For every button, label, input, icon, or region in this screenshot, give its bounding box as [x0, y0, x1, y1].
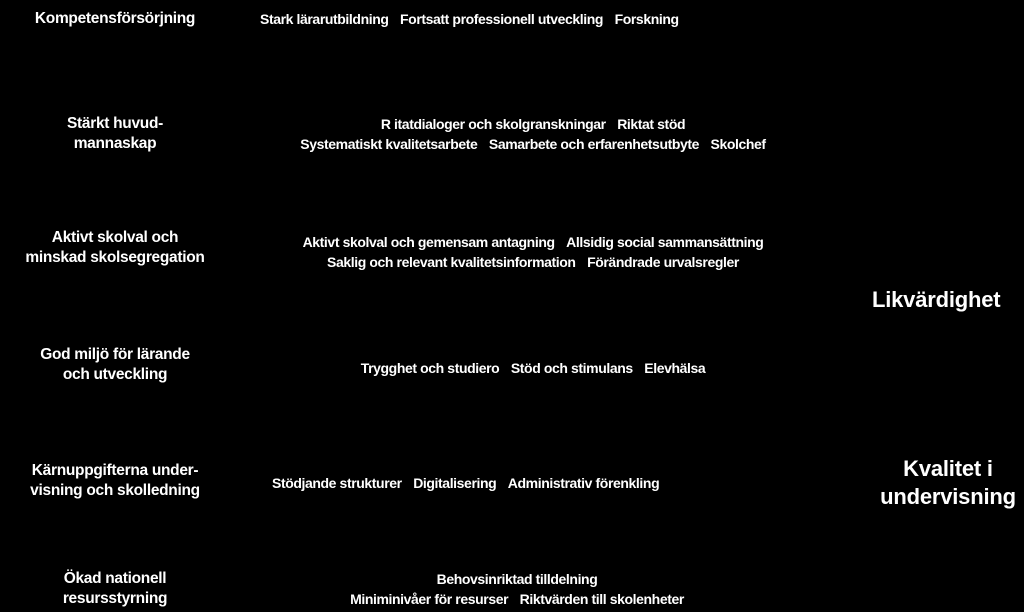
item-riktvarden-skolenheter: Riktvärden till skolenheter — [519, 591, 684, 607]
item-row — [256, 9, 866, 29]
area-items-karnuppgifterna — [268, 473, 878, 493]
item-miniminivaer-resurser: Miniminivåer för resurser — [350, 591, 509, 607]
area-label-line: och utveckling — [62, 366, 168, 383]
item-riktat-stod: Riktat stöd — [617, 116, 686, 132]
area-label-line: God miljö för lärande — [40, 346, 190, 363]
item-row — [228, 252, 838, 272]
item-row — [228, 114, 838, 134]
item-fortsatt-professionell-utveckling: Fortsatt professionell utveckling — [400, 11, 604, 27]
area-label-line: resursstyrning — [62, 590, 168, 607]
area-items-god-miljo — [228, 358, 838, 378]
area-label-karnuppgifterna — [0, 461, 230, 501]
goal-kvalitet-i-undervisning — [870, 455, 1024, 511]
area-label-okad-nationell-resursstyrning — [0, 569, 230, 609]
item-stod-stimulans: Stöd och stimulans — [510, 360, 633, 376]
item-saklig-kvalitetsinformation: Saklig och relevant kvalitetsinformation — [327, 254, 576, 270]
item-digitalisering: Digitalisering — [413, 475, 497, 491]
area-label-god-miljo — [0, 345, 230, 385]
item-stodjande-strukturer: Stödjande strukturer — [272, 475, 402, 491]
area-label-line: Stärkt huvud- — [67, 115, 163, 132]
item-forskning: Forskning — [614, 11, 679, 27]
area-label-line: mannaskap — [73, 135, 157, 152]
item-skolchef: Skolchef — [710, 136, 766, 152]
area-label-line: Ökad nationell — [63, 570, 167, 587]
item-row — [212, 569, 822, 589]
item-aktivt-skolval-gemensam-antagning: Aktivt skolval och gemensam antagning — [302, 234, 555, 250]
area-label-starkt-huvudmannaskap — [0, 114, 230, 154]
area-items-starkt-huvudmannaskap — [228, 114, 838, 154]
area-label-line: minskad skolsegregation — [25, 249, 205, 266]
item-behovsinriktad-tilldelning: Behovsinriktad tilldelning — [436, 571, 598, 587]
item-forandrade-urvalsregler: Förändrade urvalsregler — [587, 254, 739, 270]
item-statsdialoger-skolgranskningar: R itatdialoger och skolgranskningar — [380, 116, 606, 132]
area-items-okad-nationell-resursstyrning — [212, 569, 822, 609]
area-label-line: Kompetensförsörjning — [34, 10, 196, 27]
item-samarbete-erfarenhetsutbyte: Samarbete och erfarenhetsutbyte — [488, 136, 700, 152]
goal-line: Kvalitet i — [903, 456, 993, 481]
item-row — [212, 589, 822, 609]
goal-likvardighet: Likvärdighet — [872, 287, 1001, 312]
item-row — [268, 473, 878, 493]
area-label-kompetensforsorjning — [0, 9, 230, 29]
area-items-aktivt-skolval — [228, 232, 838, 272]
item-systematiskt-kvalitetsarbete: Systematiskt kvalitetsarbete — [300, 136, 478, 152]
item-row — [228, 134, 838, 154]
item-stark-lararutbildning: Stark lärarutbildning — [260, 11, 389, 27]
item-trygghet-studiero: Trygghet och studiero — [360, 360, 500, 376]
area-label-aktivt-skolval — [0, 228, 230, 268]
goal-line: undervisning — [880, 484, 1016, 509]
area-label-line: Aktivt skolval och — [51, 229, 179, 246]
item-row — [228, 232, 838, 252]
item-row — [228, 358, 838, 378]
item-allsidig-social-sammansattning: Allsidig social sammansättning — [566, 234, 764, 250]
item-administrativ-forenkling: Administrativ förenkling — [507, 475, 660, 491]
area-items-kompetensforsorjning — [256, 9, 866, 29]
item-elevhalsa: Elevhälsa — [644, 360, 706, 376]
area-label-line: Kärnuppgifterna under- — [31, 462, 199, 479]
area-label-line: visning och skolledning — [30, 482, 200, 499]
